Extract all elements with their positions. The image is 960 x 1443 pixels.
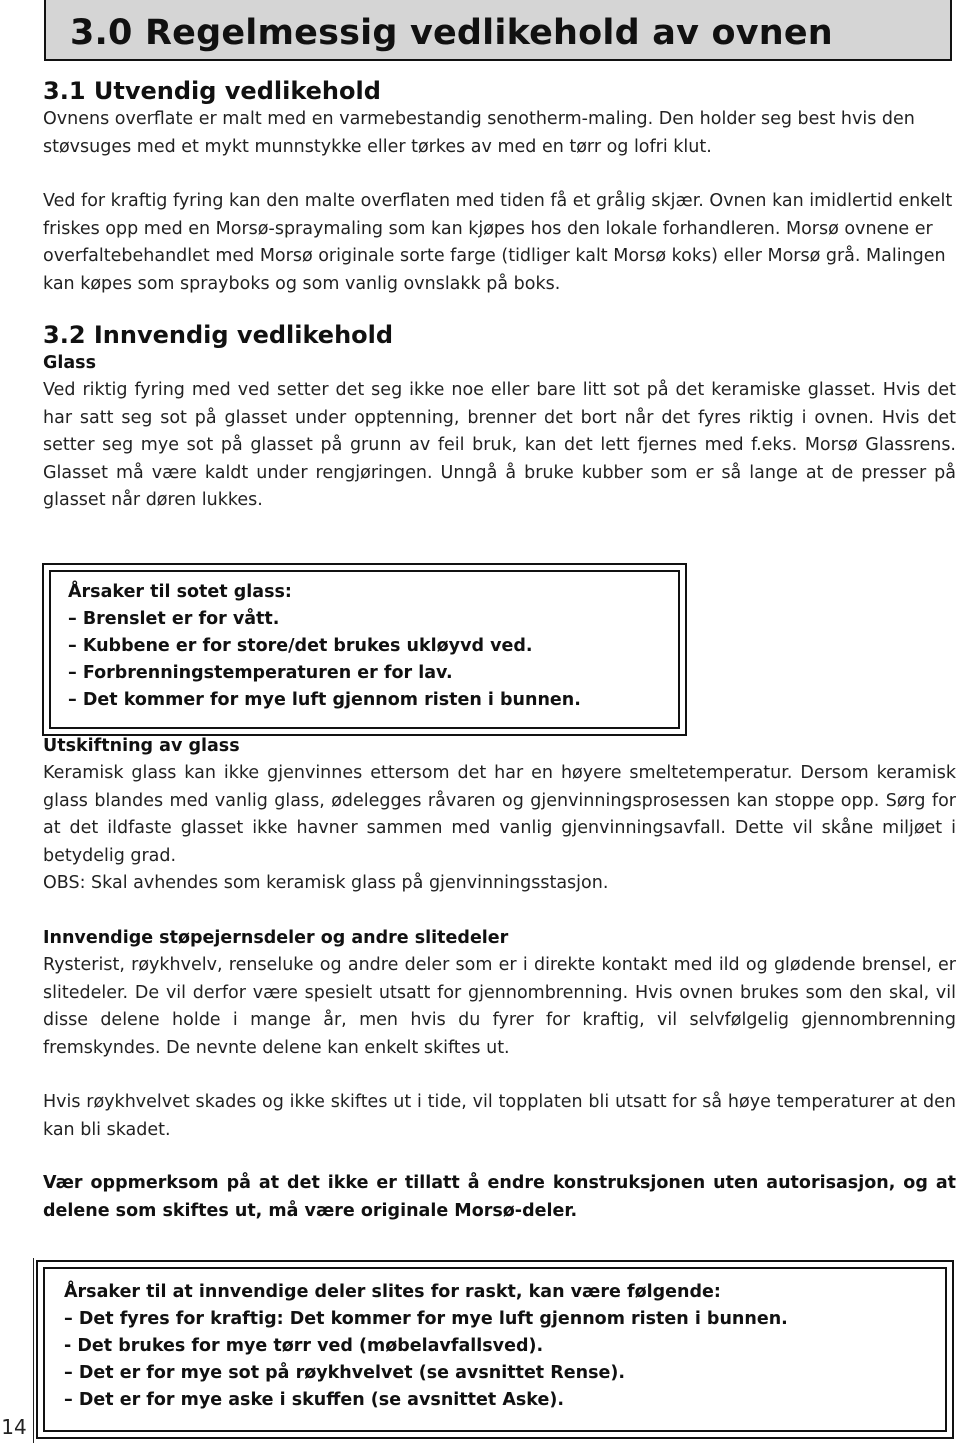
notice-box-sooty-glass [42, 563, 687, 736]
paragraph-wear-parts: Rysterist, røykhvelv, renseluke og andre deler som er i direkte kontakt med ild og glødende brensel, er slitedeler. De vil derfor være spesielt utsatt for gjennombrenning. Hvis ovnen brukes som den skal, vil disse delene holde i mange år, men hvis du fyrer for kraftig, vil selvfølgelig gjennombrenning fremskyndes. De nevnte delene kan enkelt skiftes ut. [43, 955, 956, 1058]
page-number: 14 [1, 1415, 27, 1439]
paragraph-smoke-baffle: Hvis røykhvelvet skades og ikke skiftes ut i tide, vil topplaten bli utsatt for så høye temperaturer at den kan bli skadet. [43, 1092, 956, 1140]
notice-item: – Kubbene er for store/det brukes ukløyvd ved. [68, 636, 533, 656]
page-margin-rule [33, 1258, 34, 1443]
subheading-glass: Glass [43, 353, 97, 373]
notice-item: – Det fyres for kraftig: Det kommer for mye luft gjennom risten i bunnen. [64, 1309, 788, 1329]
chapter-title: 3.0 Regelmessig vedlikehold av ovnen [70, 13, 833, 53]
notice-item: – Brenslet er for vått. [68, 609, 280, 629]
notice-item: - Det brukes for mye tørr ved (møbelavfallsved). [64, 1336, 544, 1356]
section-heading-exterior: 3.1 Utvendig vedlikehold [43, 77, 381, 105]
notice-item: – Det er for mye sot på røykhvelvet (se avsnittet Rense). [64, 1363, 625, 1383]
notice-title: Årsaker til at innvendige deler slites for raskt, kan være følgende: [64, 1282, 721, 1302]
notice-item: – Det er for mye aske i skuffen (se avsnittet Aske). [64, 1390, 564, 1410]
notice-box-worn-parts [36, 1260, 954, 1439]
paragraph-exterior-paint: Ovnens overflate er malt med en varmebestandig senotherm-maling. Den holder seg best hvis den støvsuges med et mykt munnstykke eller tørkes av med en tørr og lofri klut. [43, 109, 915, 157]
paragraph-glass: Ved riktig fyring med ved setter det seg ikke noe eller bare litt sot på det keramiske glasset. Hvis det har satt seg sot på glasset under opptenning, brenner det bort når det fyres riktig i ovnen. Hvis det setter seg mye sot på glasset på grunn av feil bruk, kan det lett fjernes med f.eks. Morsø Glassrens. Glasset må være kaldt under rengjøringen. Unngå å bruke kubber som er så lange at de presser på glasset når døren lukkes. [43, 380, 956, 510]
subheading-cast-iron-parts: Innvendige støpejernsdeler og andre slitedeler [43, 928, 509, 948]
section-heading-interior: 3.2 Innvendig vedlikehold [43, 321, 394, 349]
chapter-header [44, 0, 952, 61]
notice-title: Årsaker til sotet glass: [68, 582, 292, 602]
warning-original-parts: Vær oppmerksom på at det ikke er tillatt å endre konstruksjonen uten autorisasjon, og at delene som skiftes ut, må være originale Morsø-deler. [43, 1173, 956, 1221]
notice-item: – Forbrenningstemperaturen er for lav. [68, 663, 453, 683]
paragraph-glass-replacement: Keramisk glass kan ikke gjenvinnes ettersom det har en høyere smeltetemperatur. Dersom keramisk glass blandes med vanlig glass, ødelegges råvaren og gjenvinningsprosessen kan stoppe opp. Sørg for at det ildfaste glasset ikke havner sammen med vanlig gjenvinningsavfall. Dette vil skåne miljøet i betydelig grad. [43, 763, 956, 866]
notice-item: – Det kommer for mye luft gjennom risten i bunnen. [68, 690, 581, 710]
paragraph-exterior-refresh: Ved for kraftig fyring kan den malte overflaten med tiden få et grålig skjær. Ovnen kan imidlertid enkelt friskes opp med en Morsø-spraymaling som kan kjøpes hos den lokale forhandleren. Morsø ovnene er overfaltebehandlet med Morsø originale sorte farge (tidliger kalt Morsø koks) eller Morsø grå. Malingen kan køpes som sprayboks og som vanlig ovnslakk på boks. [43, 191, 953, 294]
subheading-glass-replacement: Utskiftning av glass [43, 736, 240, 756]
paragraph-obs-note: OBS: Skal avhendes som keramisk glass på gjenvinningsstasjon. [43, 873, 609, 893]
